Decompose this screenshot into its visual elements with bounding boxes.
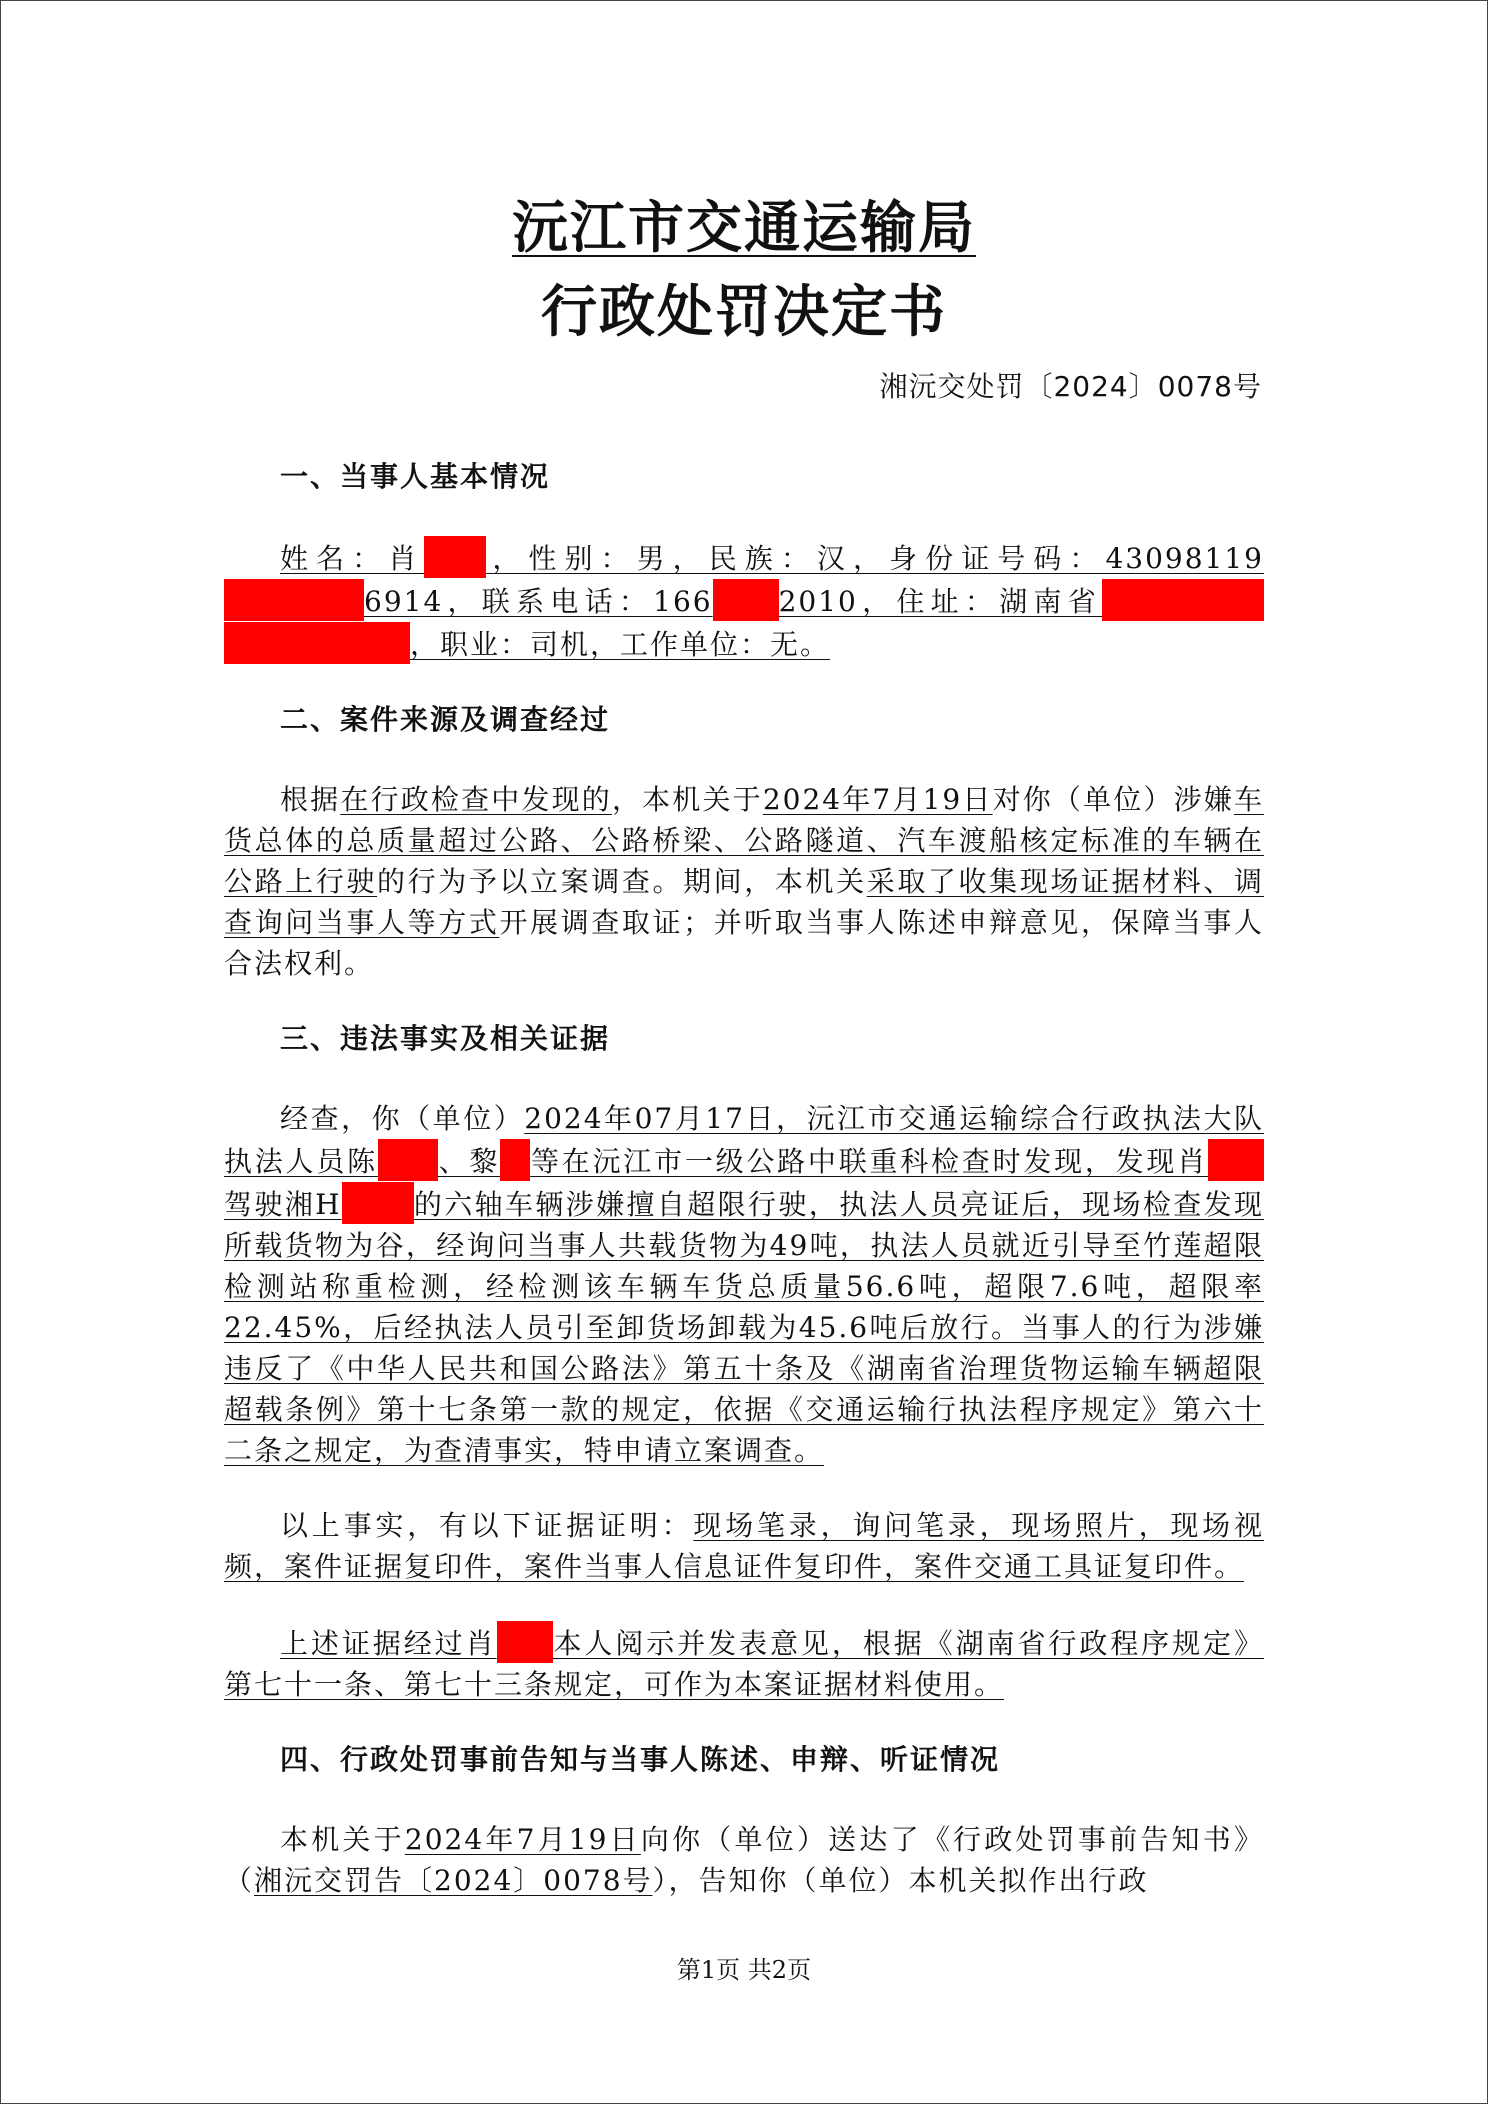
violation-description: 车货总体的总质量超过公路、公路桥梁、公路隧道、汽车渡船核定标准的车辆在公路上行驶 [224, 783, 1264, 898]
evidence-review-text: 本人阅示并发表意见，根据《湖南省行政程序规定》第七十一条、第七十三条规定，可作为本案证据材料使用。 [224, 1627, 1264, 1701]
party-name-label: 姓名：肖 [280, 542, 425, 575]
facts-text: 2024年07月17日，沅江市交通运输综合行政执法大队执法人员陈 [224, 1102, 1264, 1178]
document-title-agency-text: 沅江市交通运输局 [512, 195, 976, 261]
case-source-method: 在行政检查中发现的 [340, 783, 612, 816]
text-run: 以上事实，有以下证据证明： [280, 1509, 694, 1542]
evidence-review-paragraph [224, 1621, 1264, 1705]
party-phone-text: 6914，联系电话：166 [364, 585, 713, 618]
text-run: 开展调查取证；并听取当事人陈述申辩意见，保障当事人合法权利。 [224, 906, 1264, 980]
notice-date: 2024年7月19日 [404, 1823, 641, 1856]
party-details-text: ，性别：男，民族：汉，身份证号码：43098119 [486, 542, 1264, 575]
facts-text: 等在沅江市一级公路中联重科检查时发现，发现肖 [530, 1145, 1208, 1178]
party-address-text: 2010，住址：湖南省 [778, 585, 1103, 618]
text-run: 对你（单位）涉嫌 [992, 783, 1234, 816]
text-run: 经查，你（单位） [280, 1102, 525, 1135]
text-run: 本机关于 [280, 1823, 405, 1856]
section-heading-facts-evidence: 三、违法事实及相关证据 [280, 1022, 611, 1055]
notice-number: 湘沅交罚告〔2024〕0078号 [254, 1864, 653, 1897]
case-source-paragraph [224, 779, 1264, 984]
investigation-methods: 采取了收集现场证据材料、调查询问当事人等方式 [224, 865, 1264, 939]
section-heading-party-info: 一、当事人基本情况 [280, 460, 551, 493]
redaction-box [1102, 579, 1264, 621]
text-run: ），告知你（单位）本机关拟作出行政 [652, 1864, 1149, 1897]
document-number: 湘沅交处罚〔2024〕0078号 [879, 370, 1262, 403]
evidence-review-text: 上述证据经过肖 [280, 1627, 497, 1660]
redaction-box [713, 579, 779, 621]
redaction-box [424, 536, 486, 578]
party-occupation-text: ，职业：司机，工作单位：无。 [410, 628, 831, 661]
redaction-box [378, 1139, 438, 1181]
redaction-box [1208, 1139, 1264, 1181]
facts-text: 驾驶湘H [224, 1188, 342, 1221]
document-title-agency [0, 184, 1488, 264]
text-run: 根据 [280, 783, 341, 816]
evidence-list-paragraph [224, 1505, 1264, 1587]
document-body [224, 456, 1264, 1935]
evidence-list: 现场笔录，询问笔录，现场照片，现场视频，案件证据复印件，案件当事人信息证件复印件，案件交通工具证复印件。 [224, 1509, 1264, 1583]
case-filing-date: 2024年7月19日 [762, 783, 993, 816]
section-heading-prior-notice: 四、行政处罚事前告知与当事人陈述、申辩、听证情况 [280, 1743, 1001, 1776]
redaction-box [224, 622, 410, 664]
facts-text: 、黎 [437, 1145, 501, 1178]
document-title-type: 行政处罚决定书 [541, 279, 947, 345]
facts-text: 的六轴车辆涉嫌擅自超限行驶，执法人员亮证后，现场检查发现所载货物为谷，经询问当事人共载货物为49吨，执法人员就近引导至竹莲超限检测站称重检测，经检测该车辆车货总质量56.6吨，超限7.6吨，超限率22.45%，后经执法人员引至卸货场卸载为45.6吨后放行。当事人的行为涉嫌违反了《中华人民共和国公路法》第五十条及《湖南省治理货物运输车辆超限超载条例》第十七条第一款的规定，依据《交通运输行执法程序规定》第六十二条之规定，为查清事实，特申请立案调查。 [224, 1188, 1264, 1467]
redaction-box [497, 1621, 553, 1663]
redaction-box [224, 579, 364, 621]
text-run: 的行为予以立案调查。期间，本机关 [377, 865, 867, 898]
text-run: ，本机关于 [611, 783, 763, 816]
party-info-paragraph [224, 536, 1264, 665]
redaction-box [342, 1182, 414, 1224]
redaction-box [500, 1139, 530, 1181]
text-run: 向你（单位）送达了《行政处罚事前告知书》（ [224, 1823, 1264, 1897]
page-number: 第1页 共2页 [676, 1956, 812, 1984]
facts-paragraph [224, 1098, 1264, 1471]
section-heading-case-source: 二、案件来源及调查经过 [280, 703, 611, 736]
prior-notice-paragraph [224, 1819, 1264, 1901]
